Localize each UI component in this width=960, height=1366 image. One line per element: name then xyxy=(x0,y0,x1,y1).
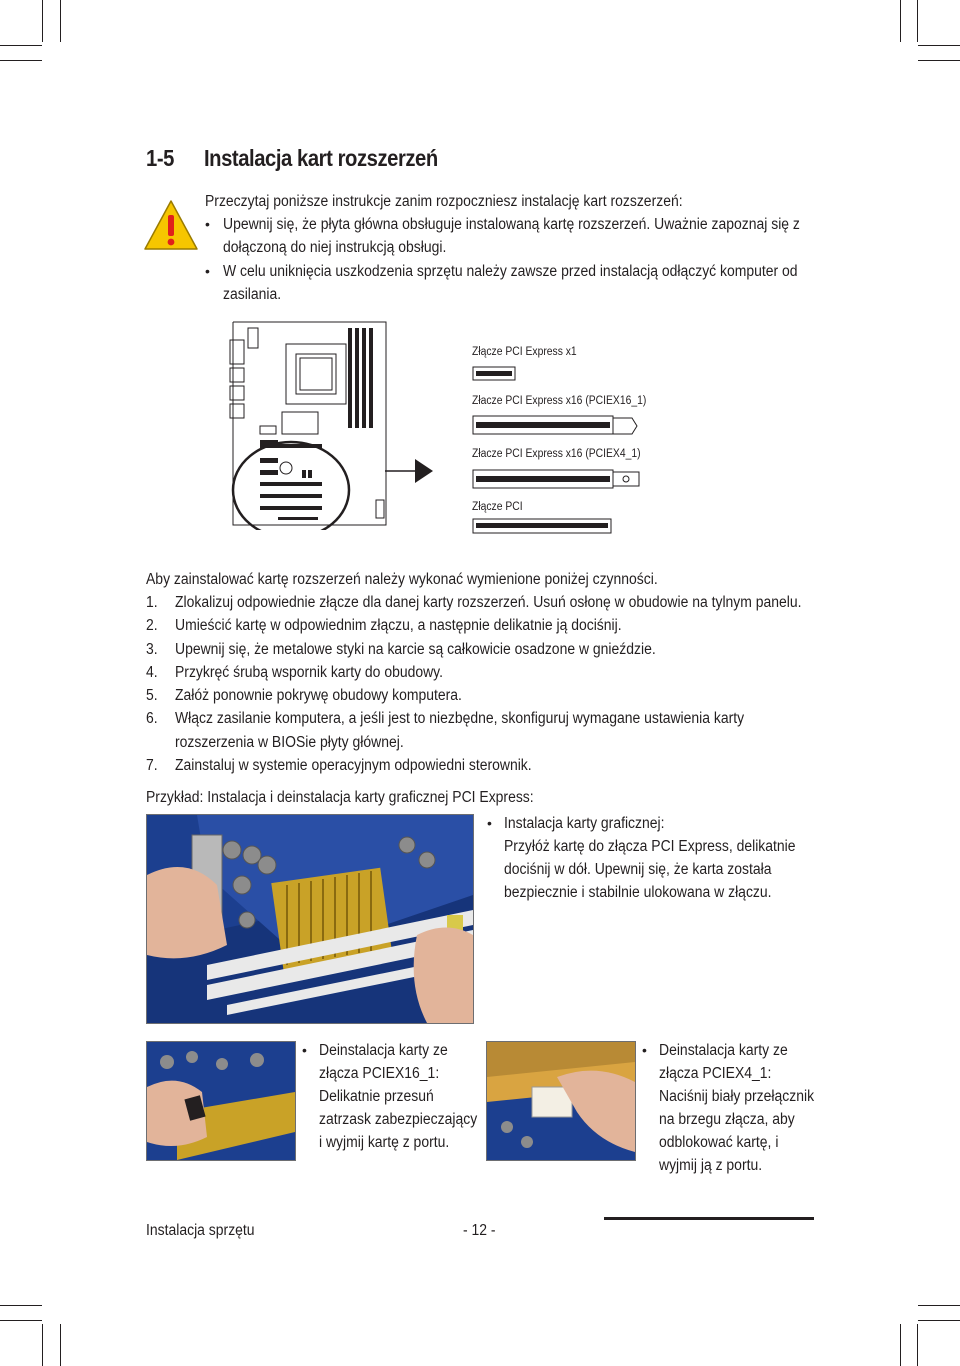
motherboard-diagram xyxy=(226,320,436,530)
label-pcie-x16-4: Złacze PCI Express x16 (PCIEX4_1) xyxy=(472,448,641,460)
step-text: rozszerzenia w BIOSie płyty głównej. xyxy=(175,734,404,751)
arrow-right-icon xyxy=(385,456,435,486)
remove4-line: Naciśnij biały przełącznik xyxy=(659,1088,815,1105)
section-number: 1-5 xyxy=(146,145,174,171)
footer-rule xyxy=(604,1217,814,1220)
step-text: Włącz zasilanie komputera, a jeśli jest to niezbędne, skonfiguruj wymagane ustawienia karty xyxy=(175,710,745,727)
step-number: 5. xyxy=(146,687,158,704)
install-text-line: Przyłóż kartę do złącza PCI Express, delikatnie xyxy=(504,838,796,855)
steps-intro: Aby zainstalować kartę rozszerzeń należy wykonać wymienione poniżej czynności. xyxy=(146,571,658,588)
install-photo xyxy=(146,814,474,1024)
remove4-line: Deinstalacja karty ze xyxy=(659,1042,788,1059)
remove-pciex16-photo xyxy=(146,1041,296,1161)
remove4-line: złącza PCIEX4_1: xyxy=(659,1065,772,1082)
step-text: Upewnij się, że metalowe styki na karcie są całkowicie osadzone w gnieździe. xyxy=(175,641,656,658)
step-number: 3. xyxy=(146,641,158,658)
remove16-line: Deinstalacja karty ze xyxy=(319,1042,448,1059)
warning-bullet-1-line-1: Upewnij się, że płyta główna obsługuje instalowaną kartę rozszerzeń. Uważnie zapoznaj się z xyxy=(223,216,800,233)
bullet-dot: • xyxy=(205,216,210,232)
warning-bullet-2-line-1: W celu uniknięcia uszkodzenia sprzętu należy zawsze przed instalacją odłączyć komputer od xyxy=(223,263,798,280)
bullet-dot: • xyxy=(302,1042,307,1058)
label-pcie-x1: Złącze PCI Express x1 xyxy=(472,346,577,358)
step-text: Przykręć śrubą wspornik karty do obudowy. xyxy=(175,664,444,681)
remove4-line: na brzegu złącza, aby xyxy=(659,1111,795,1128)
warning-intro: Przeczytaj poniższe instrukcje zanim rozpoczniesz instalację kart rozszerzeń: xyxy=(205,193,683,210)
bullet-dot: • xyxy=(642,1042,647,1058)
remove16-line: i wyjmij kartę z portu. xyxy=(319,1134,450,1151)
warning-icon xyxy=(143,198,199,252)
slot-pci xyxy=(472,518,614,536)
footer-chapter: Instalacja sprzętu xyxy=(146,1222,255,1239)
remove-pciex4-photo xyxy=(486,1041,636,1161)
remove4-line: odblokować kartę, i xyxy=(659,1134,779,1151)
install-text-line: Instalacja karty graficznej: xyxy=(504,815,665,832)
label-pcie-x16-1: Złacze PCI Express x16 (PCIEX16_1) xyxy=(472,395,647,407)
page-number: - 12 - xyxy=(463,1222,496,1239)
step-number: 1. xyxy=(146,594,158,611)
step-number: 6. xyxy=(146,710,158,727)
example-title: Przykład: Instalacja i deinstalacja karty graficznej PCI Express: xyxy=(146,789,534,806)
install-text-line: bezpiecznie i stabilnie ulokowana w złączu. xyxy=(504,884,772,901)
warning-bullet-1-line-2: dołączoną do niej instrukcją obsługi. xyxy=(223,239,447,256)
step-text: Zlokalizuj odpowiednie złącze dla danej karty rozszerzeń. Usuń osłonę w obudowie na tylnym panelu. xyxy=(175,594,802,611)
label-pci: Złącze PCI xyxy=(472,501,523,513)
bullet-dot: • xyxy=(487,815,492,831)
slot-pcie-x1 xyxy=(472,366,518,382)
step-text: Załóż ponownie pokrywę obudowy komputera. xyxy=(175,687,462,704)
remove16-line: Delikatnie przesuń xyxy=(319,1088,434,1105)
step-number: 7. xyxy=(146,757,158,774)
remove4-line: wyjmij ją z portu. xyxy=(659,1157,763,1174)
warning-bullet-2-line-2: zasilania. xyxy=(223,286,282,303)
section-title: Instalacja kart rozszerzeń xyxy=(204,145,438,171)
slot-pcie-x16-4 xyxy=(472,468,644,490)
remove16-line: zatrzask zabezpieczający xyxy=(319,1111,478,1128)
slot-pcie-x16-1 xyxy=(472,414,644,438)
install-text-line: dociśnij w dół. Upewnij się, że karta została xyxy=(504,861,772,878)
remove16-line: złącza PCIEX16_1: xyxy=(319,1065,440,1082)
step-number: 4. xyxy=(146,664,158,681)
step-text: Zainstaluj w systemie operacyjnym odpowiedni sterownik. xyxy=(175,757,532,774)
step-number: 2. xyxy=(146,617,158,634)
step-text: Umieścić kartę w odpowiednim złączu, a następnie delikatnie ją dociśnij. xyxy=(175,617,622,634)
bullet-dot: • xyxy=(205,263,210,279)
